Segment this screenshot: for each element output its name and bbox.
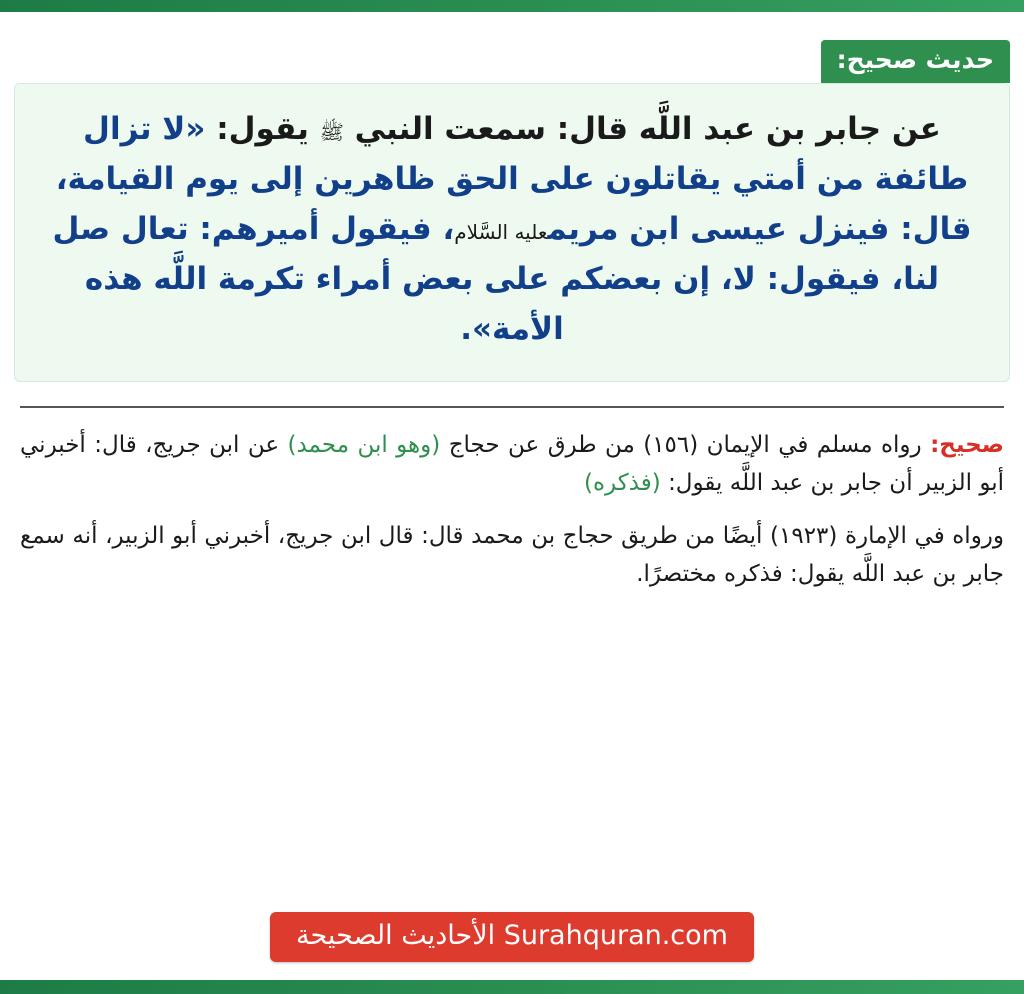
top-accent-bar — [0, 0, 1024, 12]
footer-badge[interactable] — [270, 912, 754, 962]
takhrij-p1-green2: (فذكره) — [584, 470, 661, 497]
hadith-intro-end: يقول: — [216, 110, 309, 147]
hadith-quote-line-3-end: ، فيقول أميرهم: تعال صل لنا، فيقول: — [52, 210, 940, 298]
sallallahu-alayhi-wasallam-icon: ﷺ — [319, 119, 344, 144]
site-name: Surahquran.com — [503, 919, 728, 951]
grade-label: صحيح: — [930, 431, 1005, 458]
section-divider — [20, 406, 1004, 408]
takhrij-paragraph-2: ورواه في الإمارة (١٩٢٣) أيضًا من طريق حجاج بن محمد قال: قال ابن جريج، أخبرني أبو الزبير، أنه سمع جابر بن عبد اللَّه يقول: فذكره مختصرًا. — [20, 522, 1005, 588]
bottom-accent-bar — [0, 980, 1024, 994]
takhrij-p1-green1: (وهو ابن محمد) — [287, 431, 441, 458]
hadith-body — [41, 104, 983, 355]
alayhi-salam-icon: عليه السَّلام — [454, 219, 548, 244]
hadith-narrator-intro: عن جابر بن عبد اللَّه قال: سمعت النبي — [354, 110, 941, 147]
hadith-quote-line-2: ظاهرين إلى يوم القيامة، قال: فينزل عيسى ابن — [55, 160, 972, 247]
hadith-quote-line-4: لا، إن بعضكم على بعض أمراء تكرمة اللَّه هذه — [84, 261, 756, 298]
takhrij-p1-part2: عن ابن جريج، قال: أخبرني أبو الزبير أن جابر بن عبد اللَّه يقول: — [20, 431, 1004, 497]
footer-title: الأحاديث الصحيحة — [296, 919, 496, 951]
hadith-quote-line-3-start: مريم — [547, 210, 619, 247]
takhrij-p1-part1: رواه مسلم في الإيمان (١٥٦) من طرق عن حجاج — [448, 431, 922, 458]
hadith-text-box — [14, 83, 1010, 382]
hadith-quote-line-1: «لا تزال طائفة من أمتي يقاتلون على الحق — [83, 110, 969, 197]
hadith-quote-line-5: الأمة». — [460, 311, 564, 348]
header-row — [14, 40, 1010, 83]
hadith-grade-header: حديث صحيح: — [821, 40, 1010, 83]
takhrij-section — [14, 426, 1010, 609]
flex-spacer — [14, 608, 1010, 912]
takhrij-paragraph-1 — [20, 426, 1004, 503]
footer-row — [14, 912, 1010, 962]
